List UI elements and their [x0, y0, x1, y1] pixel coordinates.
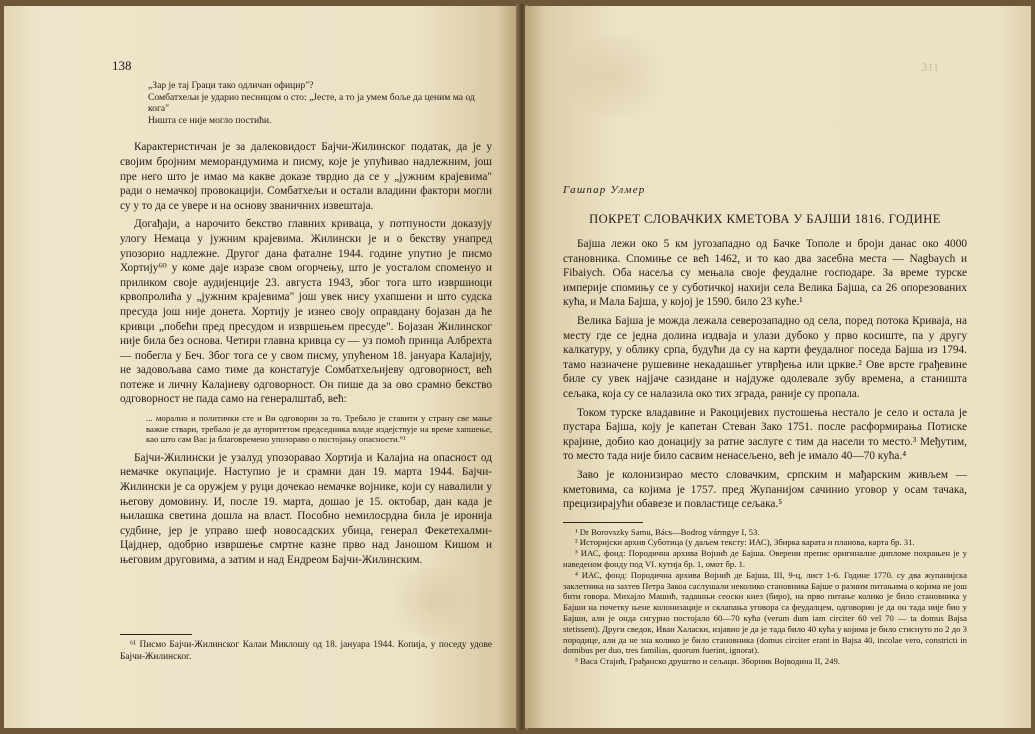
block-quote — [146, 413, 492, 445]
right-footnotes — [563, 522, 967, 667]
paper-stain — [555, 36, 675, 116]
right-body — [563, 237, 967, 512]
page-number-bleed: 311 — [921, 60, 939, 74]
paragraph: Догађаји, а нарочито бекство главних кривaца, у потпуности доказују улогу Немаца у јужним крајевима. Жилински је и о бекству унапред упозорио надлежне. Другог дана фаталне 1944. године упутио је писмо Хортију⁶⁰ у коме даје изразе свом огорчењу, што је уосталом споменуо и приликом своје аудијенције 23. августа 1943, због тога што извршиоци крвопролића у „јужним крајевима" још увек нису ухапшени и што судска пресуда још није донета. Хортију је изнео своју оправдану бојазан да ће кривци „побећи пред пресудом и извршењем пресуде". Бојазан Жилинског није била без основа. Четири главна кривца су — уз помоћ принца Албрехта — побегла у Беч. Због тога се у свом писму, упућеном 18. јануара Калајију, не задовољава само тиме да констатује Сомбатхељијеву одговорност, већ потеже и личну Калајиеву одговорност. Он пише да за ово срамно бекство одговорност не пада само на генералштаб, већ: — [120, 218, 492, 406]
paragraph: Бајша лежи око 5 км југозападно од Бачке Тополе и броји данас око 4000 становника. Спомиње се већ 1462, и то као два засебна места — Nagbaych и Fibaiych. Оба насеља су мењала своје феудалне господаре. За време турске империје спомињу се у суботичкој нахији села Велика Бајша, са 26 опорезованих кућа, и Мала Бајша, у којој је 1590. било 23 куће.¹ — [563, 238, 967, 309]
left-body — [120, 140, 492, 567]
footnote: ⁴ ИАС, фонд: Породична архива Војнић де Бајша, III, 9-ц, лист 1-6. Године 1770. су два жупанијска заклетника на захтев Петра Закоа саслушали неколико становника Бајше о разним питањима о којима не још бити говора. Михајло Машић, тадашњи сеоски кнез (бирo), на прво питање колико је било становника у Бајши на почетку њене колонизације и склапања уговора са феудалцем, одговорио је да он тада није био у Бајши, али је онда сигурно постојало 60—70 кућа (verum dum iam circiter 60 vel 70 — ta domus Bajsa stetissent). Други сведок, Иван Халаски, изјавио је да је тада било 40 кућа у којима је било стиснуто по 2 до 3 породице, али да не зна колико је било становника (domus circiter erant in Bajsa 40, incolae vero, constricti in domibus per duo, tres familias, quorum fuerint, ignorat). — [563, 569, 967, 656]
quote-line: Сомбатхељи је ударио песницом о сто: „Јесте, а то ја умем боље да ценим ма од кога" — [148, 91, 475, 115]
footnote: ¹ Dr Borovszky Samu, Bács—Bodrog vármgye I, 53. — [575, 526, 760, 537]
article-author: Гашпар Улмер — [563, 184, 646, 196]
opening-quote — [120, 80, 492, 126]
page-number: 138 — [112, 58, 132, 73]
footnote: ⁶¹ Писмо Бајчи-Жилинског Калаи Миклошу од 18. јануара 1944. Копија, у поседу удове Бајчи-Жилинског. — [120, 640, 492, 662]
footnote: ² Историјски архив Суботица (у даљем тексту: ИАС), Збирка карата и планова, карта бр. 31. — [575, 537, 915, 548]
left-page — [4, 6, 518, 728]
footnote: ³ ИАС, фонд: Породична архива Војнић де Бајша. Оверени препис оригиналне дипломе похрањен је у наведеном фонду под VI. кутија бр. 1, омот бр. 1. — [563, 548, 967, 570]
paragraph: Током турске владавине и Ракоцијевих пустошења нестало је село и остала је пустара Бајша, коју је капетан Стеван Зако 1751. после расформирања Потиске крајине, добио као донацију за ратне заслуге с тим да насели то место.³ Међутим, то место тада није било сасвим ненасељено, већ је имало 40—70 кућа.⁴ — [563, 406, 967, 463]
right-page — [525, 6, 1031, 728]
article-title: ПОКРЕТ СЛОВАЧКИХ КМЕТОВА У БАЈШИ 1816. ГОДИНЕ — [589, 212, 941, 226]
paper-stain — [384, 566, 474, 636]
quote-line: „Зар је тај Граци тако одличан официр"? — [148, 80, 314, 91]
paragraph: Бајчи-Жилински је узалуд упозоравао Хортија и Калајиа на опасност од немачке окупације. Наступио је и срамни дан 19. марта 1944. Бајчи-Жилински је са оружјем у руци дочекао немачке војнике, који су навалили у његову домовину. И, после 19. марта, дошао је 15. октобар, дан када је њилашка светина дошла на власт. Пособно немилосрдна била је иронија судбине, јер је управо шеф новосадских убица, генерал Фекетехалми-Цајднер, одобрио извршење смртне казне прво над Јаношом Кишом и његовим друговима, а затим и над Ендреом Бајчи-Жилинским. — [120, 451, 492, 566]
footnote-rule — [563, 522, 643, 523]
left-text-column — [120, 80, 492, 568]
block-quote-text: ... морално и политички сте и Ви одговорни за то. Требало је ставити у страну све мање важне ствари, требало је да ауторитетом председника владе издејствује на време хапшење, као што сам Вас ја благовремено упозораво о постојању опасности.⁶¹ — [146, 413, 492, 445]
left-footnotes — [120, 634, 492, 663]
paragraph: Карактеристичан је за далековидост Бајчи-Жилинског податак, да је у својим бројним меморандумима и писму, које је упућивао надлежним, још пре него што је имао ма какве доказе тврдио да се у „јужним крајевима" ради о немачкој провокацији. Сомбатхељи и остали владини фактори могли су у то да се увере и на основу званичних извештаја. — [120, 141, 492, 212]
footnote-rule — [120, 634, 192, 635]
paragraph: Велика Бајша је можда лежала северозападно од села, поред потока Криваја, на месту где се једна долина издваја и улази дубоко у прво косиште, па у другу калкатуру, у облику српа, будући да су на карти феудалног поседа Бајша из 1794. тамо назначене рушевине некадашњег утврђења или цркве.² Ове врсте грађевине биле су увек најјаче сазидане и најдуже одолевале зубу времена, а станишта сељака, која су се налазила око тих зграда, раније су пропала. — [563, 314, 967, 400]
quote-line: Ништа се није могло постићи. — [148, 114, 272, 126]
footnote: ⁵ Васа Стајић, Грађанско друштво и сељаци. Зборник Војводина II, 249. — [575, 656, 840, 667]
paragraph: Заво је колонизирао место словачким, српским и мађарским живљем — кметовима, са којима је 1757. пред Жупанијом сачинио уговор у осам тачака, прецизирајући обавезе и повластице сељака.⁵ — [563, 468, 967, 511]
right-text-column — [563, 184, 967, 667]
